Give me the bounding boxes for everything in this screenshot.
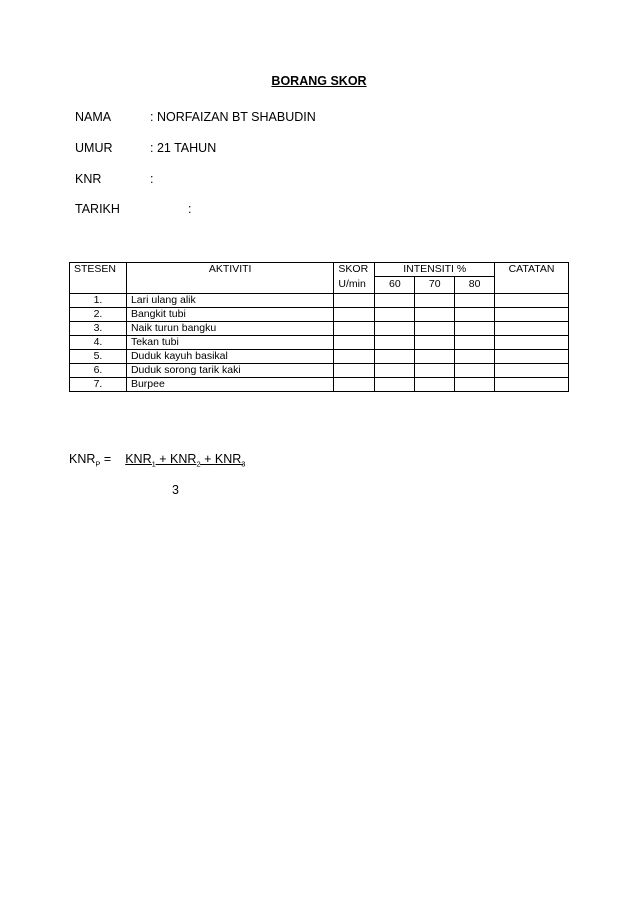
row-activity: Burpee (126, 377, 333, 391)
table-subheader-row (70, 277, 569, 294)
catatan-cell[interactable] (495, 321, 569, 335)
intensiti-70-cell[interactable] (415, 307, 455, 321)
header-catatan: CATATAN (495, 263, 569, 277)
term-base: KNR (125, 452, 152, 466)
catatan-cell[interactable] (495, 293, 569, 307)
field-value: : (188, 202, 192, 216)
empty-cell (70, 277, 127, 294)
formula-denominator: 3 (172, 483, 179, 497)
intensiti-60-cell[interactable] (375, 293, 415, 307)
header-skor: SKOR (334, 263, 375, 277)
empty-cell (495, 277, 569, 294)
catatan-cell[interactable] (495, 377, 569, 391)
intensiti-70-cell[interactable] (415, 335, 455, 349)
header-intensiti: INTENSITI % (375, 263, 495, 277)
formula-lhs-sub: P (95, 459, 101, 469)
row-number: 2. (70, 307, 127, 321)
intensiti-60-cell[interactable] (375, 307, 415, 321)
field-label: TARIKH (75, 202, 120, 216)
skor-cell[interactable] (334, 377, 375, 391)
row-activity: Duduk sorong tarik kaki (126, 363, 333, 377)
row-activity: Lari ulang alik (126, 293, 333, 307)
form-title: BORANG SKOR (271, 74, 367, 88)
field-value: : NORFAIZAN BT SHABUDIN (150, 110, 316, 124)
row-activity: Bangkit tubi (126, 307, 333, 321)
row-number: 3. (70, 321, 127, 335)
catatan-cell[interactable] (495, 307, 569, 321)
skor-cell[interactable] (334, 363, 375, 377)
table-row (70, 293, 569, 307)
knr-formula (69, 452, 245, 469)
intensiti-60-cell[interactable] (375, 335, 415, 349)
intensiti-70-cell[interactable] (415, 293, 455, 307)
skor-cell[interactable] (334, 293, 375, 307)
intensiti-80-cell[interactable] (455, 335, 495, 349)
row-number: 6. (70, 363, 127, 377)
formula-equals: = (100, 452, 112, 466)
header-stesen: STESEN (70, 263, 127, 277)
skor-cell[interactable] (334, 349, 375, 363)
header-skor-unit: U/min (334, 277, 375, 294)
intensiti-80-cell[interactable] (455, 321, 495, 335)
intensiti-80-cell[interactable] (455, 377, 495, 391)
field-value: : (150, 172, 154, 186)
header-intensiti-60: 60 (375, 277, 415, 294)
field-label: KNR (75, 172, 102, 186)
header-intensiti-70: 70 (415, 277, 455, 294)
intensiti-60-cell[interactable] (375, 349, 415, 363)
intensiti-60-cell[interactable] (375, 321, 415, 335)
row-activity: Naik turun bangku (126, 321, 333, 335)
row-activity: Tekan tubi (126, 335, 333, 349)
header-aktiviti: AKTIVITI (126, 263, 333, 277)
table-row (70, 321, 569, 335)
term-base: KNR (214, 452, 242, 466)
plus-sign: + (200, 452, 215, 466)
score-table (69, 262, 569, 392)
row-number: 1. (70, 293, 127, 307)
skor-cell[interactable] (334, 321, 375, 335)
intensiti-80-cell[interactable] (455, 349, 495, 363)
row-activity: Duduk kayuh basikal (126, 349, 333, 363)
intensiti-80-cell[interactable] (455, 363, 495, 377)
term-base: KNR (170, 452, 197, 466)
field-label: UMUR (75, 141, 113, 155)
table-row (70, 349, 569, 363)
empty-cell (126, 277, 333, 294)
intensiti-70-cell[interactable] (415, 349, 455, 363)
term-sub: 3 (241, 459, 246, 469)
intensiti-60-cell[interactable] (375, 377, 415, 391)
row-number: 7. (70, 377, 127, 391)
intensiti-80-cell[interactable] (455, 307, 495, 321)
table-row (70, 377, 569, 391)
header-intensiti-80: 80 (455, 277, 495, 294)
catatan-cell[interactable] (495, 363, 569, 377)
intensiti-70-cell[interactable] (415, 321, 455, 335)
table-row (70, 307, 569, 321)
intensiti-70-cell[interactable] (415, 363, 455, 377)
intensiti-70-cell[interactable] (415, 377, 455, 391)
plus-sign: + (155, 452, 171, 466)
term-sub: 1 (151, 459, 156, 469)
row-number: 5. (70, 349, 127, 363)
skor-cell[interactable] (334, 335, 375, 349)
skor-cell[interactable] (334, 307, 375, 321)
row-number: 4. (70, 335, 127, 349)
table-header-row (70, 263, 569, 277)
field-label: NAMA (75, 110, 112, 124)
formula-lhs: KNR (69, 452, 96, 466)
catatan-cell[interactable] (495, 349, 569, 363)
term-sub: 2 (196, 459, 201, 469)
field-value: : 21 TAHUN (150, 141, 217, 155)
intensiti-80-cell[interactable] (455, 293, 495, 307)
formula-numerator (125, 452, 246, 469)
intensiti-60-cell[interactable] (375, 363, 415, 377)
table-row (70, 363, 569, 377)
catatan-cell[interactable] (495, 335, 569, 349)
table-row (70, 335, 569, 349)
